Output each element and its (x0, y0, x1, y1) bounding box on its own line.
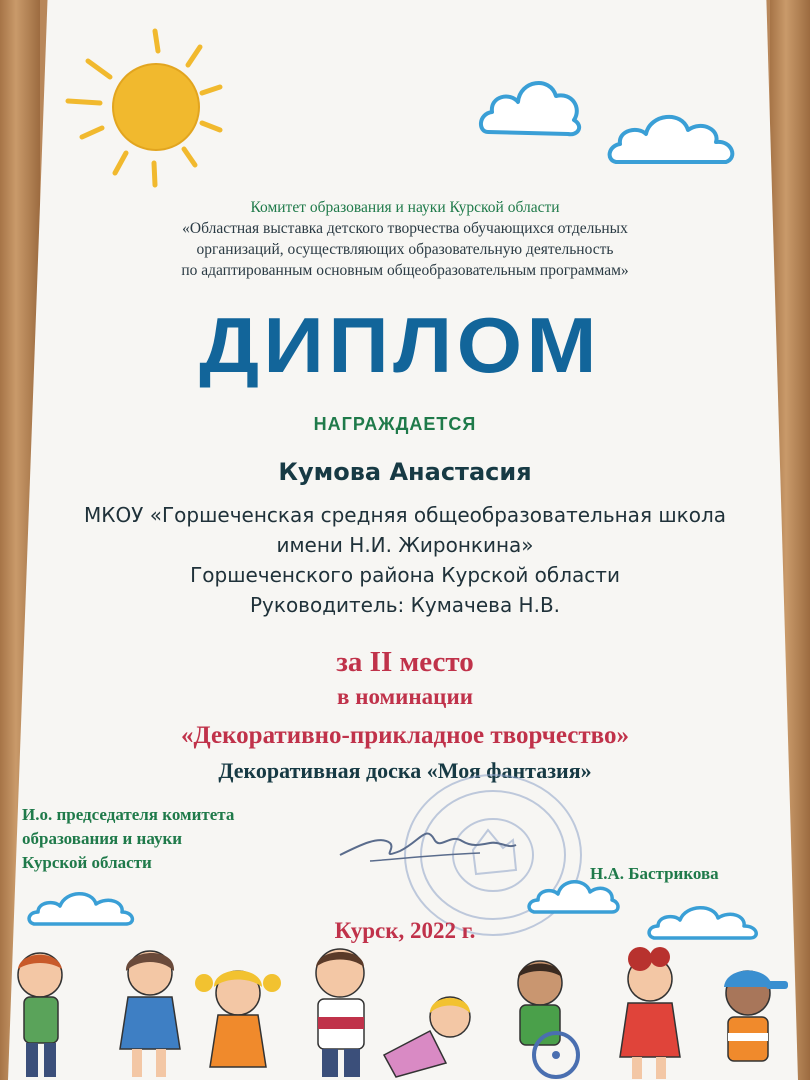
work-title: Декоративная доска «Моя фантазия» (218, 758, 592, 783)
exhibition-line: по адаптированным основным общеобразовательным программам» (181, 262, 629, 279)
supervisor-line: Руководитель: Кумачева Н.В. (249, 593, 561, 617)
position-line: образования и науки (22, 829, 183, 848)
city-year: Курск, 2022 г. (334, 918, 476, 943)
exhibition-line: «Областная выставка детского творчества обучающихся отдельных (182, 220, 628, 237)
cloud-illustration (526, 870, 622, 918)
awarded-label: НАГРАЖДАЕТСЯ (313, 414, 477, 434)
cloud-illustration (476, 62, 586, 142)
diploma-title: ДИПЛОМ (199, 301, 601, 389)
child-figure-2 (120, 951, 180, 1077)
signature-scribble (330, 815, 520, 875)
child-figure-8 (724, 971, 788, 1062)
child-figure-6 (518, 961, 578, 1077)
award-place: за II место (336, 646, 474, 678)
sun-illustration (60, 25, 240, 195)
nomination-label: в номинации (337, 684, 473, 709)
cloud-illustration (606, 102, 742, 172)
children-illustration (0, 945, 810, 1080)
signer-name: Н.А. Бастрикова (590, 864, 719, 883)
recipient-name: Кумова Анастасия (278, 458, 532, 486)
exhibition-line: организаций, осуществляющих образовательную деятельность (196, 241, 614, 258)
child-figure-5 (384, 997, 470, 1077)
school-line: МКОУ «Горшеченская средняя общеобразовательная школа (83, 503, 726, 527)
position-line: И.о. председателя комитета (22, 805, 235, 824)
child-figure-4 (316, 949, 364, 1077)
school-line: имени Н.И. Жиронкина» (276, 533, 534, 557)
chair-position (22, 803, 234, 875)
position-line: Курской области (22, 853, 152, 872)
exhibition-title (0, 218, 810, 281)
school-line: Горшеченского района Курской области (190, 563, 620, 587)
child-figure-1 (18, 953, 62, 1077)
recipient-school (0, 500, 810, 620)
committee-heading: Комитет образования и науки Курской области (250, 199, 560, 216)
child-figure-7 (620, 947, 680, 1079)
nomination-category: «Декоративно-прикладное творчество» (181, 722, 629, 749)
child-figure-3 (195, 971, 281, 1068)
